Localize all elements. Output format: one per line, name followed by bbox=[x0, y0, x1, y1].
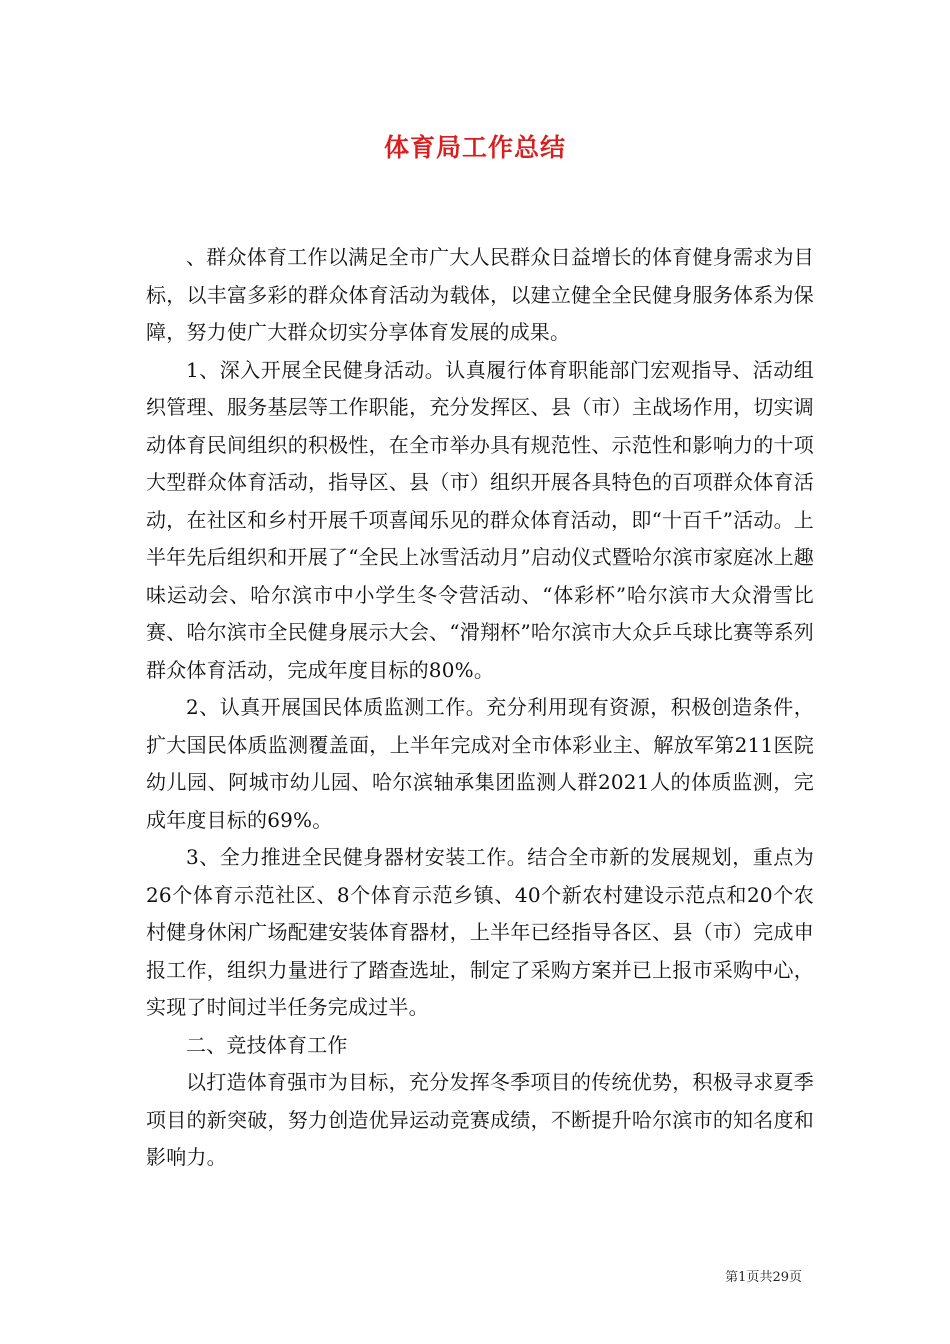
document-title: 体育局工作总结 bbox=[383, 133, 566, 162]
paragraph-mass-sports-intro: 、群众体育工作以满足全市广大人民群众日益增长的体育健身需求为目标，以丰富多彩的群众体育活动为载体，以建立健全全民健身服务体系为保障，努力使广大群众切实分享体育发展的成果。 bbox=[146, 245, 814, 344]
document-body bbox=[146, 239, 814, 1177]
section-heading-competitive-sports: 二、竞技体育工作 bbox=[186, 1032, 348, 1057]
paragraph-equipment-installation: 3、全力推进全民健身器材安装工作。结合全市新的发展规划，重点为26个体育示范社区、8个体育示范乡镇、40个新农村建设示范点和20个农村健身休闲广场配建安装体育器材，上半年已经指导各区、县（市）完成申报工作，组织力量进行了踏查选址，制定了采购方案并已上报市采购中心，实现了时间过半任务完成过半。 bbox=[146, 845, 814, 1019]
paragraph-physique-monitoring: 2、认真开展国民体质监测工作。充分利用现有资源，积极创造条件，扩大国民体质监测覆盖面，上半年完成对全市体彩业主、解放军第211医院幼儿园、阿城市幼儿园、哈尔滨轴承集团监测人群2021人的体质监测，完成年度目标的69%。 bbox=[146, 695, 814, 832]
paragraph-fitness-activities: 1、深入开展全民健身活动。认真履行体育职能部门宏观指导、活动组织管理、服务基层等工作职能，充分发挥区、县（市）主战场作用，切实调动体育民间组织的积极性，在全市举办具有规范性、示范性和影响力的十项大型群众体育活动，指导区、县（市）组织开展各具特色的百项群众体育活动，在社区和乡村开展千项喜闻乐见的群众体育活动，即“十百千”活动。上半年先后组织和开展了“全民上冰雪活动月”启动仪式暨哈尔滨市家庭冰上趣味运动会、哈尔滨市中小学生冬令营活动、“体彩杯”哈尔滨市大众滑雪比赛、哈尔滨市全民健身展示大会、“滑翔杯”哈尔滨市大众乒乓球比赛等系列群众体育活动，完成年度目标的80%。 bbox=[146, 357, 814, 682]
page-number-footer: 第1页共29页 bbox=[725, 1270, 802, 1285]
paragraph-competitive-sports-goal: 以打造体育强市为目标，充分发挥冬季项目的传统优势，积极寻求夏季项目的新突破，努力创造优异运动竞赛成绩，不断提升哈尔滨市的知名度和影响力。 bbox=[146, 1070, 814, 1169]
